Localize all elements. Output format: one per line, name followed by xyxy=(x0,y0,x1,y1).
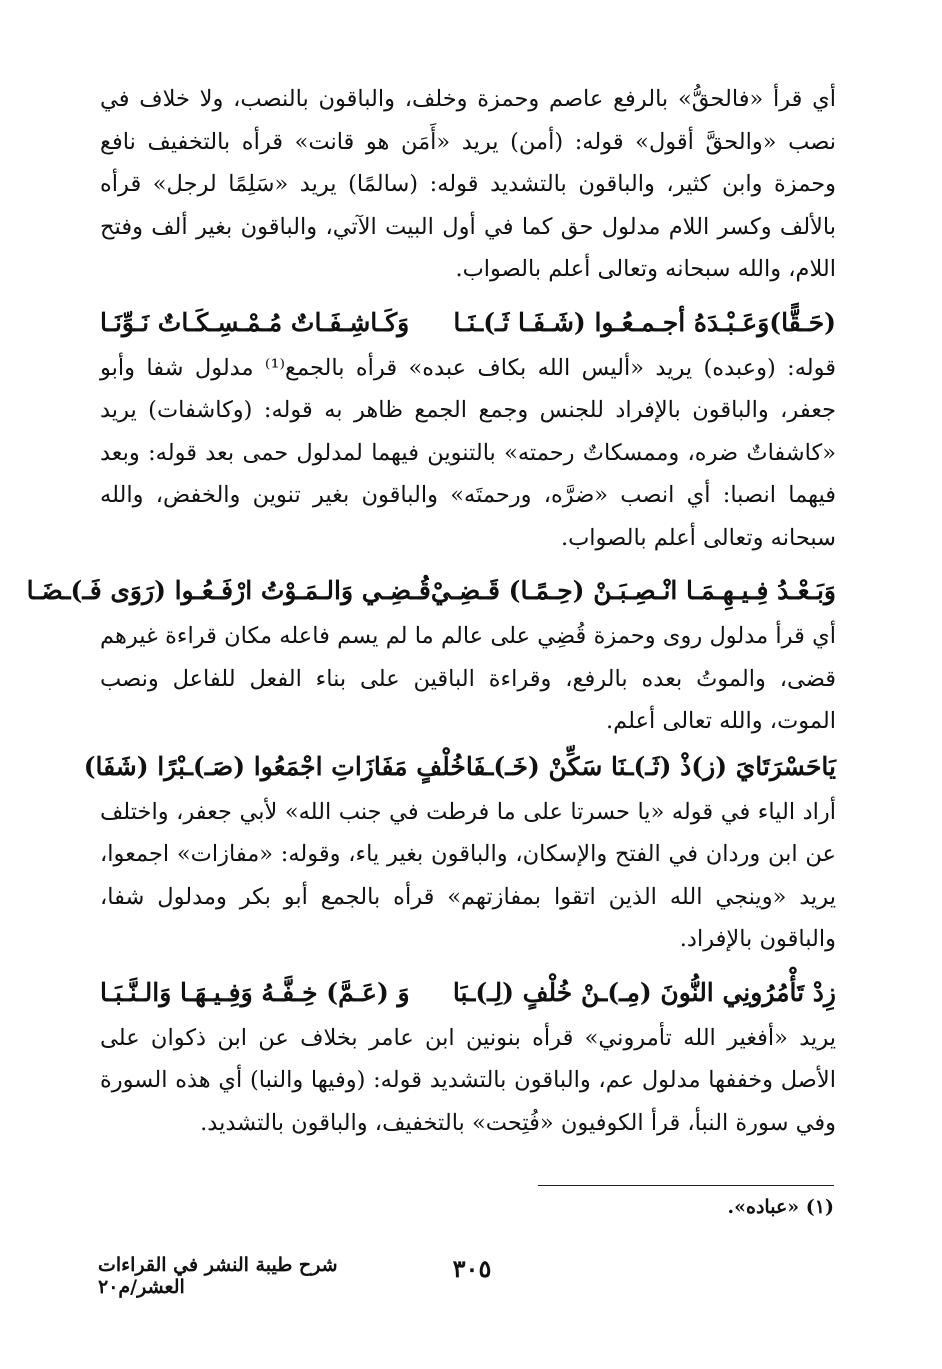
verse-line xyxy=(26,569,836,613)
verse-line xyxy=(100,301,836,345)
page-body xyxy=(26,78,836,1144)
verse-right-hemistich: (حَـقًّا)وَعَـبْـدَهُ أجـمـعُـوا (شَـفَـا ثَـ)ـنَـا xyxy=(453,307,836,337)
paragraph: أي قرأ «فالحقُّ» بالرفع عاصم وحمزة وخلف، والباقون بالنصب، ولا خلاف في نصب «والحقَّ أقول» قوله: (أمن) يريد «أَمَن هو قانت» قرأه بالتخفيف نافع وحمزة وابن كثير، والباقون بالتشديد قوله: (سالمًا) يريد «سَلِمًا لرجل» قرأه بالألف وكسر اللام مدلول حق كما في أول البيت الآتي، والباقون بغير ألف وفتح اللام، والله سبحانه وتعالى أعلم بالصواب. xyxy=(100,86,836,282)
page-footer xyxy=(0,1254,942,1298)
paragraph: أراد الياء في قوله «يا حسرتا على ما فرطت في جنب الله» لأبي جعفر، واختلف عن ابن وردان في الفتح والإسكان، والباقون بغير ياء، وقوله: «مفازات» اجمعوا، يريد «وينجي الله الذين اتقوا بمفازتهم» قرأه بالجمع أبو بكر ومدلول شفا، والباقون بالإفراد. xyxy=(100,798,836,952)
paragraph: أي قرأ مدلول روى وحمزة قُضِي على عالم ما لم يسم فاعله مكان قراءة غيرهم قضى، والموتُ بعده بالرفع، وقراءة الباقين على بناء الفعل للفاعل ونصب الموت، والله تعالى أعلم. xyxy=(100,623,836,734)
verse-right-hemistich: يَاحَسْرَتَايَ (ز)ذْ (ثَـ)ـنَا سَكِّنْ (خَـ)ـفَا xyxy=(465,751,836,781)
verse-left-hemistich: وَكَـاشِـفَـاتٌ مُـمْـسِـكَـاتٌ نَـوِّنَـا xyxy=(100,307,410,337)
verse-left-hemistich: وَ (عَـمَّ) خِـفَّـهُ وَفِـيـهَـا وَالـنَّـبَـا xyxy=(100,977,410,1007)
running-footer-title: شرح طيبة النشر في القراءات العشر/م٢٠ xyxy=(98,1254,338,1298)
verse-left-hemistich: قُـضِـي وَالـمَـوْتُ ارْفَـعُـوا (رَوَى فَـ)ـضَـا xyxy=(26,576,431,605)
verse-line xyxy=(100,971,836,1015)
page-number: ٣٠٥ xyxy=(452,1254,492,1283)
verse-left-hemistich: خُلْفٍ مَفَازَاتِ اجْمَعُوا (صَـ)ـبْرًا (شَفَا) xyxy=(83,751,466,781)
footnote-divider xyxy=(538,1185,834,1186)
verse-right-hemistich: وَبَـعْـدُ فِـيـهِـمَـا انْـصِـبَـنْ (حِـمًـا) قَـضِـيْ xyxy=(430,576,836,605)
footnote: (١) «عباده». xyxy=(727,1196,834,1218)
verse-line xyxy=(83,745,836,789)
verse-right-hemistich: زِدْ تَأْمُرُونِي النُّونَ (مِـ)ـنْ خُلْفٍ (لِـ)ـبَا xyxy=(452,977,836,1007)
paragraph: يريد «أفغير الله تأمروني» قرأه بنونين ابن عامر بخلاف عن ابن ذكوان على الأصل وخففها مدلول عم، والباقون بالتشديد قوله: (وفيها والنبا) أي هذه السورة وفي سورة النبأ، قرأ الكوفيون «فُتِحت» بالتخفيف، والباقون بالتشديد. xyxy=(100,1024,836,1136)
paragraph: قوله: (وعبده) يريد «أليس الله بكاف عبده» قرأه بالجمع⁽¹⁾ مدلول شفا وأبو جعفر، والباقون بالإفراد للجنس وجمع الجمع ظاهر به قوله: (وكاشفات) يريد «كاشفاتٌ ضره، وممسكاتٌ رحمته» بالتنوين فيهما لمدلول حمى بعد قوله: وبعد فيهما انصبا: أي انصب «ضرَّه، ورحمتَه» والباقون بغير تنوين والخفض، والله سبحانه وتعالى أعلم بالصواب. xyxy=(100,354,836,551)
